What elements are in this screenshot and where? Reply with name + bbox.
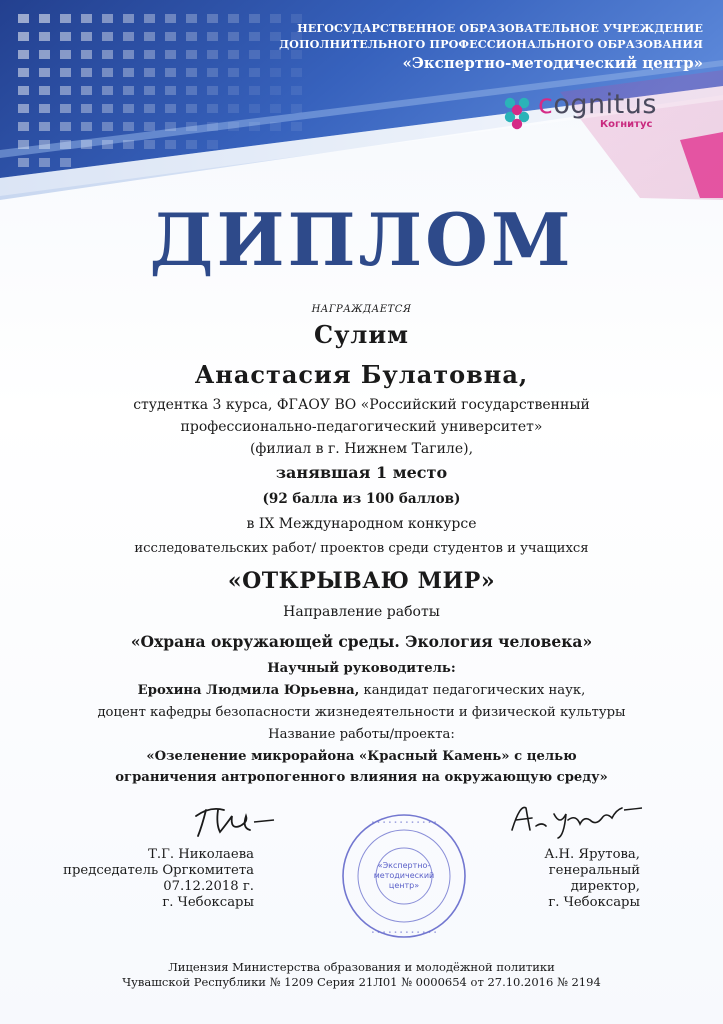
header-dot bbox=[207, 32, 218, 41]
direction-value: «Охрана окружающей среды. Экология человека» bbox=[130, 632, 593, 651]
header-dot bbox=[39, 14, 50, 23]
header-dot bbox=[102, 50, 113, 59]
header-dot bbox=[60, 158, 71, 167]
score-label: (92 балла из 100 баллов) bbox=[262, 491, 461, 507]
header-dot bbox=[39, 104, 50, 113]
logo-subtitle: Когнитус bbox=[600, 119, 653, 130]
recipient-surname: Сулим bbox=[313, 320, 410, 349]
header-dot bbox=[228, 14, 239, 23]
header-dot bbox=[102, 140, 113, 149]
header-dot bbox=[249, 122, 260, 131]
header-dot bbox=[18, 68, 29, 77]
header-dot bbox=[207, 104, 218, 113]
header-dot bbox=[18, 14, 29, 23]
header-dot bbox=[228, 86, 239, 95]
header-dot bbox=[81, 86, 92, 95]
header-dot bbox=[18, 140, 29, 149]
license-footer bbox=[0, 960, 723, 990]
header-dot bbox=[186, 140, 197, 149]
header-dot bbox=[144, 14, 155, 23]
header-dot bbox=[81, 14, 92, 23]
contest-name: «ОТКРЫВАЮ МИР» bbox=[227, 568, 496, 594]
header-dot bbox=[291, 122, 302, 131]
license-line-2: Чувашской Республики № 1209 Серия 21Л01 № 0000654 от 27.10.2016 № 2194 bbox=[122, 975, 601, 989]
header-dot bbox=[228, 50, 239, 59]
header-dot bbox=[123, 32, 134, 41]
header-dot bbox=[186, 86, 197, 95]
header-dot bbox=[123, 68, 134, 77]
recipient-given-name: Анастасия Булатовна, bbox=[194, 360, 529, 389]
header-dot bbox=[60, 50, 71, 59]
header-dot bbox=[186, 122, 197, 131]
supervisor-degree: кандидат педагогических наук, bbox=[359, 683, 586, 698]
place-label: занявшая 1 место bbox=[275, 463, 448, 482]
header-dot bbox=[81, 140, 92, 149]
header-dot bbox=[207, 68, 218, 77]
header-dot bbox=[228, 32, 239, 41]
stamp-line-1: «Экспертно- bbox=[377, 861, 431, 870]
header-dot bbox=[39, 158, 50, 167]
header-dot bbox=[123, 104, 134, 113]
header-dot bbox=[207, 86, 218, 95]
header-dot bbox=[291, 86, 302, 95]
work-line-1: «Озеленение микрорайона «Красный Камень» с целью bbox=[146, 749, 577, 764]
header-dot bbox=[39, 50, 50, 59]
header-dot bbox=[165, 68, 176, 77]
logo-wordmark: cognitus bbox=[538, 89, 657, 120]
official-stamp bbox=[340, 812, 468, 940]
header-dot bbox=[270, 104, 281, 113]
header-dot bbox=[60, 68, 71, 77]
supervisor-line-1 bbox=[0, 683, 723, 698]
left-signatory-role: председатель Оргкомитета bbox=[63, 863, 254, 878]
header-dot bbox=[165, 140, 176, 149]
header-dot bbox=[60, 104, 71, 113]
header-dot bbox=[102, 68, 113, 77]
header-dot bbox=[18, 122, 29, 131]
header-dot bbox=[165, 104, 176, 113]
header-dot bbox=[144, 140, 155, 149]
org-line-3: «Экспертно-методический центр» bbox=[402, 54, 703, 72]
organization-block bbox=[243, 20, 703, 73]
supervisor-label: Научный руководитель: bbox=[267, 661, 456, 676]
header-dot bbox=[249, 86, 260, 95]
license-line-1: Лицензия Министерства образования и молодёжной политики bbox=[168, 960, 555, 974]
header-dot bbox=[165, 122, 176, 131]
awarded-label: НАГРАЖДАЕТСЯ bbox=[311, 304, 412, 315]
header-dot bbox=[165, 32, 176, 41]
org-line-1: НЕГОСУДАРСТВЕННОЕ ОБРАЗОВАТЕЛЬНОЕ УЧРЕЖДЕНИЕ bbox=[297, 21, 703, 35]
right-signatory-city: г. Чебоксары bbox=[548, 895, 640, 910]
header-dot bbox=[144, 86, 155, 95]
header-dot bbox=[18, 158, 29, 167]
right-signatory bbox=[482, 847, 640, 911]
header-dot bbox=[291, 104, 302, 113]
header-dot bbox=[144, 68, 155, 77]
header-dot bbox=[270, 86, 281, 95]
header-dot bbox=[249, 104, 260, 113]
header-dot bbox=[165, 50, 176, 59]
stamp-line-3: центр» bbox=[388, 881, 420, 890]
right-signature-mark bbox=[506, 796, 646, 840]
header-dot bbox=[207, 14, 218, 23]
header-dot bbox=[228, 104, 239, 113]
recipient-line-3: (филиал в г. Нижнем Тагиле), bbox=[249, 441, 474, 457]
header-dot bbox=[144, 104, 155, 113]
header-dot bbox=[39, 86, 50, 95]
header-dot bbox=[60, 32, 71, 41]
header-dot bbox=[207, 140, 218, 149]
header-dot bbox=[81, 104, 92, 113]
work-line-2: ограничения антропогенного влияния на окружающую среду» bbox=[115, 770, 608, 785]
svg-text:∙ ∙ ∙ ∙ ∙ ∙ ∙ ∙ ∙ ∙ ∙ ∙: ∙ ∙ ∙ ∙ ∙ ∙ ∙ ∙ ∙ ∙ ∙ ∙ bbox=[370, 819, 438, 826]
org-line-2: ДОПОЛНИТЕЛЬНОГО ПРОФЕССИОНАЛЬНОГО ОБРАЗОВАНИЯ bbox=[279, 37, 703, 51]
header-dot bbox=[144, 50, 155, 59]
left-signatory-date: 07.12.2018 г. bbox=[163, 879, 254, 894]
header-dot bbox=[102, 32, 113, 41]
header-dot bbox=[60, 122, 71, 131]
direction-label: Направление работы bbox=[283, 604, 440, 620]
header-dot bbox=[39, 32, 50, 41]
header-dot bbox=[228, 122, 239, 131]
header-dot bbox=[186, 50, 197, 59]
header-dot bbox=[102, 14, 113, 23]
header-dot bbox=[186, 104, 197, 113]
header-dot bbox=[81, 68, 92, 77]
header-dot bbox=[102, 86, 113, 95]
header-dot bbox=[165, 14, 176, 23]
stamp-line-2: методический bbox=[373, 871, 435, 880]
left-signature-mark bbox=[190, 796, 280, 846]
header-dot bbox=[207, 50, 218, 59]
header-dot bbox=[165, 86, 176, 95]
recipient-line-2: профессионально-педагогический университет» bbox=[180, 419, 543, 435]
header-dot bbox=[39, 122, 50, 131]
header-dot bbox=[270, 122, 281, 131]
header-dot bbox=[60, 14, 71, 23]
header-dot bbox=[207, 122, 218, 131]
header-dot bbox=[81, 32, 92, 41]
right-signatory-role: генеральный директор, bbox=[548, 863, 640, 894]
right-signatory-name: А.Н. Ярутова, bbox=[544, 847, 640, 862]
contest-line-2: исследовательских работ/ проектов среди студентов и учащихся bbox=[134, 541, 589, 556]
work-label: Название работы/проекта: bbox=[268, 727, 455, 742]
header-dot bbox=[39, 140, 50, 149]
cognitus-logo-icon bbox=[498, 93, 540, 135]
header-dot bbox=[186, 14, 197, 23]
header-dot bbox=[123, 14, 134, 23]
header-dot bbox=[39, 68, 50, 77]
diploma-title: ДИПЛОМ bbox=[149, 197, 574, 282]
header-dot bbox=[18, 104, 29, 113]
svg-text:∙ ∙ ∙ ∙ ∙ ∙ ∙ ∙ ∙ ∙ ∙ ∙: ∙ ∙ ∙ ∙ ∙ ∙ ∙ ∙ ∙ ∙ ∙ ∙ bbox=[370, 929, 438, 936]
header-dot bbox=[123, 122, 134, 131]
supervisor-line-2: доцент кафедры безопасности жизнедеятельности и физической культуры bbox=[97, 705, 626, 720]
supervisor-name: Ерохина Людмила Юрьевна, bbox=[137, 683, 360, 698]
header-dot bbox=[123, 140, 134, 149]
left-signatory bbox=[63, 847, 254, 911]
header-dot bbox=[144, 122, 155, 131]
header-dot bbox=[81, 122, 92, 131]
header-dot bbox=[123, 50, 134, 59]
header-dot bbox=[60, 86, 71, 95]
header-dot bbox=[18, 86, 29, 95]
header-dot bbox=[102, 122, 113, 131]
header-dot bbox=[102, 104, 113, 113]
header-dot bbox=[186, 68, 197, 77]
header-dot bbox=[60, 140, 71, 149]
header-dot bbox=[144, 32, 155, 41]
left-signatory-city: г. Чебоксары bbox=[162, 895, 254, 910]
left-signatory-name: Т.Г. Николаева bbox=[148, 847, 254, 862]
header-dot bbox=[228, 68, 239, 77]
header-dot bbox=[18, 50, 29, 59]
header-dot bbox=[123, 86, 134, 95]
header-dot bbox=[81, 50, 92, 59]
header-dot bbox=[186, 32, 197, 41]
recipient-line-1: студентка 3 курса, ФГАОУ ВО «Российский государственный bbox=[133, 397, 590, 413]
cognitus-logo bbox=[498, 89, 678, 135]
header-dot bbox=[18, 32, 29, 41]
contest-line-1: в IX Международном конкурсе bbox=[246, 516, 477, 532]
